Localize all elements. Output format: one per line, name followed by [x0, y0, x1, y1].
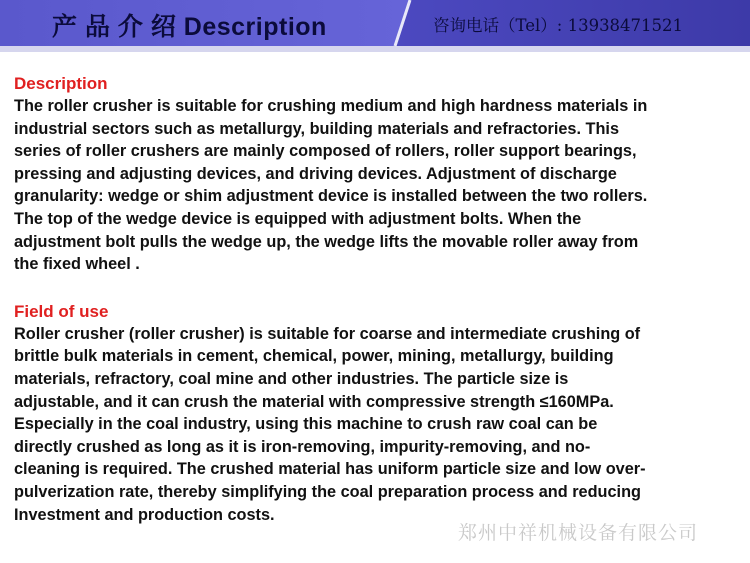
description-heading: Description: [14, 74, 108, 93]
field-of-use-line: Especially in the coal industry, using this machine to crush raw coal can be: [14, 415, 598, 434]
description-line: series of roller crushers are mainly composed of rollers, roller support bearings,: [14, 142, 637, 161]
header-banner: [0, 0, 750, 52]
description-line: the fixed wheel .: [14, 255, 140, 274]
description-line: The top of the wedge device is equipped with adjustment bolts. When the: [14, 209, 582, 228]
field-of-use-line: pulverization rate, thereby simplifying the coal preparation process and reducing: [14, 482, 641, 501]
field-of-use-line: Roller crusher (roller crusher) is suitable for coarse and intermediate crushing of: [14, 324, 641, 343]
description-line: The roller crusher is suitable for crushing medium and high hardness materials in: [14, 97, 648, 115]
field-of-use-line: brittle bulk materials in cement, chemical, power, mining, metallurgy, building: [14, 347, 614, 366]
page-title: 产 品 介 绍 Description: [52, 13, 327, 41]
description-paragraph: [14, 95, 746, 276]
field-of-use-line: directly crushed as long as it is iron-removing, impurity-removing, and no-: [14, 437, 591, 456]
field-of-use-heading: Field of use: [14, 301, 109, 321]
field-of-use-paragraph: [14, 323, 746, 526]
section-spacer: [14, 276, 746, 301]
field-of-use-line: Investment and production costs.: [14, 505, 275, 524]
field-of-use-line: cleaning is required. The crushed material has uniform particle size and low over-: [14, 460, 646, 479]
description-line: industrial sectors such as metallurgy, building materials and refractories. This: [14, 119, 619, 138]
company-watermark: 郑州中祥机械设备有限公司: [458, 522, 699, 544]
field-of-use-line: adjustable, and it can crush the material with compressive strength ≤160MPa.: [14, 392, 614, 411]
description-line: pressing and adjusting devices, and driving devices. Adjustment of discharge: [14, 164, 617, 183]
description-line: granularity: wedge or shim adjustment device is installed between the two rollers.: [14, 187, 648, 206]
description-line: adjustment bolt pulls the wedge up, the wedge lifts the movable roller away from: [14, 232, 639, 251]
header-stripe: [0, 46, 750, 52]
main-content: [14, 73, 746, 526]
field-of-use-line: materials, refractory, coal mine and other industries. The particle size is: [14, 369, 569, 388]
contact-phone: 咨询电话（Tel）: 13938471521: [433, 16, 684, 35]
